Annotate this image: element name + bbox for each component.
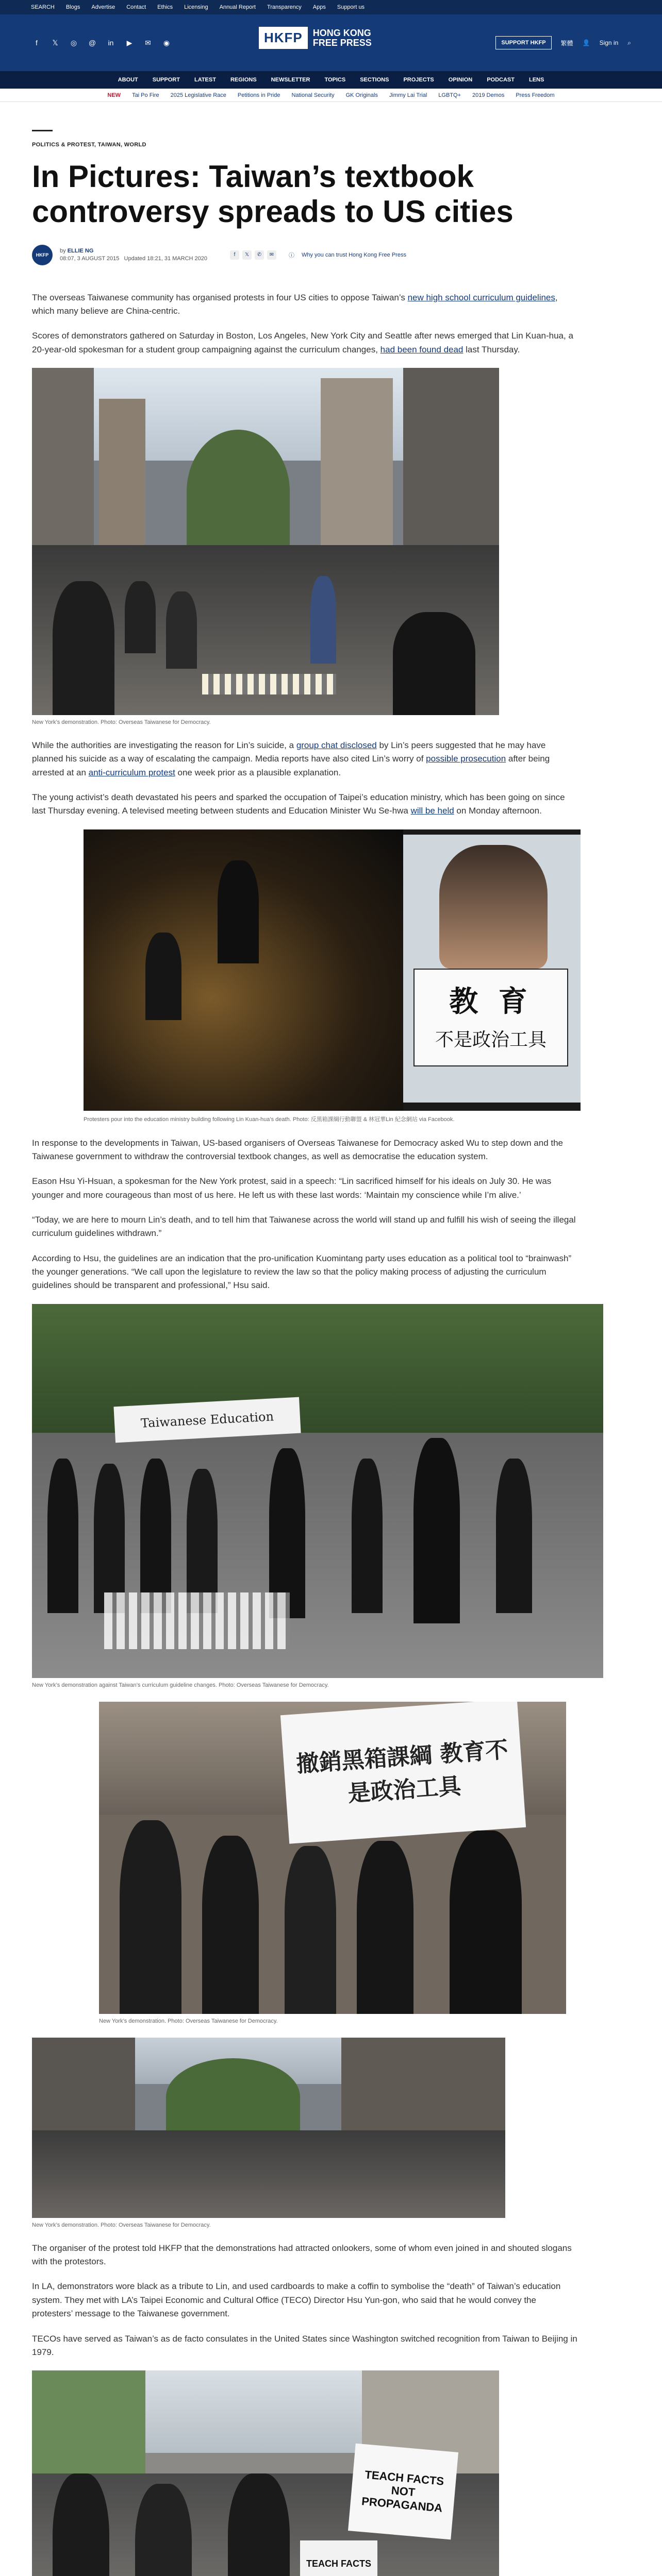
logo-mark: HKFP [259,27,308,49]
twitter-icon[interactable]: 𝕏 [52,38,58,47]
paragraph: In LA, demonstrators wore black as a tribute to Lin, and used cardboards to make a coffin to symbolise the “death” of Taiwan’s education system. They met with LA’s Taipei Economic and Cultural Office (TECO) Director Hsu Yun-gon, who said that he would convey the protesters’ message to the Taiwanese government. [32,2281,561,2319]
la-sign-1-text: TEACH FACTS NOT PROPAGANDA [361,2468,445,2515]
utility-bar [0,0,662,14]
main-nav [0,71,662,89]
nav-sections[interactable]: SECTIONS [360,77,389,83]
trending-item[interactable]: 2019 Demos [472,92,505,98]
util-link-ethics[interactable]: Ethics [157,4,173,10]
share-facebook-icon[interactable]: f [230,250,239,260]
photo-ny-demonstration[interactable] [32,368,499,715]
util-link-licensing[interactable]: Licensing [184,4,208,10]
youtube-icon[interactable]: ▶ [126,38,133,47]
language-toggle[interactable]: 繁體 [560,39,573,47]
nav-topics[interactable]: TOPICS [324,77,346,83]
logo-line-1: HONG KONG [312,27,371,38]
nav-newsletter[interactable]: NEWSLETTER [271,77,310,83]
trending-item[interactable]: LGBTQ+ [438,92,461,98]
paragraph: According to Hsu, the guidelines are an indication that the pro-unification Kuomintang party uses education as a political tool to “brainwash” the younger generations. “We call upon the legislature to review the law so that the policy making process of adjusting the curriculum guidelines should be transparent and professional,” Hsu said. [32,1253,572,1291]
paragraph: Scores of demonstrators gathered on Saturday in Boston, Los Angeles, New York City and Seattle after news emerged that Lin Kuan-hua, a 20-year-old spokesman for a student group campaigning against the curriculum changes, had been found dead last Thursday. [32,331,573,354]
banner-chinese [280,1702,526,1844]
paragraph: The overseas Taiwanese community has organised protests in four US cities to oppose Taiwan’s new high school curriculum guidelines, which many believe are China-centric. [32,292,558,316]
site-logo[interactable] [259,27,372,49]
ministry-sign-line-2: 不是政治工具 [435,1029,547,1050]
paragraph: Eason Hsu Yi-Hsuan, a spokesman for the New York protest, said in a speech: “Lin sacrificed himself for his ideals on July 30. He was younger and more courageous than most of us here. He left us with these last words: ‘Maintain my conscience while I’m alive.’ [32,1176,552,1200]
photo-ny-demonstration-2[interactable] [99,1702,566,2014]
trust-icon: ⓘ [288,252,294,259]
figure-2 [84,829,609,1123]
possible-prosecution-link[interactable]: possible prosecution [426,754,506,764]
util-link-blogs[interactable]: Blogs [65,4,80,10]
banner-chinese-text: 撤銷黑箱課綱 教育不是政治工具 [295,1736,509,1807]
author-name[interactable]: ELLIE NG [67,248,94,255]
anti-curriculum-protest-link[interactable]: anti-curriculum protest [88,767,175,777]
figure-1 [32,368,609,725]
article-title: In Pictures: Taiwan’s textbook controversy spreads to US cities [32,159,514,229]
publish-date: 08:07, 3 AUGUST 2015 [60,256,120,262]
share-email-icon[interactable]: ✉ [267,250,276,260]
email-icon[interactable]: ✉ [145,38,151,47]
search-icon[interactable]: ⌕ [627,39,631,46]
nav-support[interactable]: SUPPORT [152,77,180,83]
nav-regions[interactable]: REGIONS [230,77,257,83]
group-chat-link[interactable]: group chat disclosed [296,740,377,750]
trust-link[interactable]: Why you can trust Hong Kong Free Press [301,251,406,258]
caption-3: New York’s demonstration against Taiwan’s curriculum guideline changes. Photo: Overseas Taiwanese for Democracy. [32,1682,329,1688]
photo-ny-guideline-protest[interactable] [32,1304,603,1678]
banner-education-text: Taiwanese Education [140,1409,274,1431]
updated-date: Updated 18:21, 31 MARCH 2020 [124,256,207,262]
search-link[interactable]: SEARCH [31,4,55,10]
paragraph: The young activist’s death devastated his peers and sparked the occupation of Taipei’s education ministry, which has been going on since last Thursday evening. A televised meeting between students and Education Minister Wu Se-hwa will be held on Monday afternoon. [32,792,565,816]
ministry-sign [413,969,568,1066]
brand-header [0,14,662,71]
nav-opinion[interactable]: OPINION [448,77,473,83]
caption-5: New York’s demonstration. Photo: Overseas Taiwanese for Democracy. [32,2222,211,2228]
trending-item[interactable]: Petitions in Pride [237,92,280,98]
util-link-transparency[interactable]: Transparency [267,4,302,10]
facebook-icon[interactable]: f [36,39,38,47]
util-link-advertise[interactable]: Advertise [91,4,115,10]
trending-item[interactable]: 2025 Legislative Race [170,92,226,98]
ministry-sign-line-1: 教 育 [449,985,533,1019]
caption-4: New York’s demonstration. Photo: Overseas Taiwanese for Democracy. [99,2018,278,2024]
logo-line-2: FREE PRESS [312,37,372,48]
util-link-apps[interactable]: Apps [312,4,326,10]
la-sign-2-text: TEACH FACTS [306,2558,371,2569]
share-twitter-icon[interactable]: 𝕏 [242,250,252,260]
nav-lens[interactable]: LENS [528,77,544,83]
util-link-support[interactable]: Support us [337,4,365,10]
support-hkfp-button[interactable]: SUPPORT HKFP [495,36,551,49]
author-prefix: by [60,248,66,255]
curriculum-link[interactable]: new high school curriculum guidelines [407,292,555,302]
util-link-contact[interactable]: Contact [126,4,146,10]
instagram-icon[interactable]: ◎ [70,38,77,47]
nav-latest[interactable]: LATEST [194,77,216,83]
threads-icon[interactable]: @ [88,39,96,47]
sign-in-link[interactable]: Sign in [599,39,619,46]
la-sign-2 [300,2540,377,2576]
trending-item[interactable]: Jimmy Lai Trial [389,92,427,98]
article [32,130,609,2576]
author-avatar[interactable]: HKFP [32,245,53,265]
photo-la-teco[interactable] [32,2370,499,2576]
util-link-annual-report[interactable]: Annual Report [219,4,256,10]
article-categories[interactable]: POLITICS & PROTEST, TAIWAN, WORLD [32,142,146,148]
paragraph: The organiser of the protest told HKFP that the demonstrations had attracted onlookers, some of whom even joined in and shouted slogans with the protestors. [32,2243,572,2267]
photo-ny-crowd[interactable] [32,2038,505,2218]
social-links [31,37,172,48]
paragraph: “Today, we are here to mourn Lin’s death, and to tell him that Taiwanese across the world will stand up and fulfill his wish of seeing the illegal curriculum guidelines withdrawn.” [32,1215,576,1239]
share-whatsapp-icon[interactable]: ✆ [255,250,264,260]
figure-4 [99,1702,609,2024]
figure-3 [32,1304,609,1688]
kicker-rule [32,130,53,131]
linkedin-icon[interactable]: in [108,39,114,47]
byline [32,245,609,265]
will-be-held-link[interactable]: will be held [410,806,454,816]
trending-item[interactable]: Tai Po Fire [132,92,159,98]
la-sign-1 [348,2444,458,2540]
trending-bar [0,89,662,102]
caption-1: New York’s demonstration. Photo: Overseas Taiwanese for Democracy. [32,719,211,725]
nav-about[interactable]: ABOUT [118,77,138,83]
trending-item[interactable]: National Security [291,92,335,98]
trending-item[interactable]: Press Freedom [516,92,555,98]
figure-6 [32,2370,609,2576]
trending-label: NEW [107,92,121,98]
nav-projects[interactable]: PROJECTS [403,77,434,83]
paragraph: While the authorities are investigating the reason for Lin’s suicide, a group chat disclosed by Lin’s peers suggested that he may have planned his suicide as a way of escalating the campaign. Media reports have also cited Lin’s worry of possible prosecution after being arrested at an anti-curriculum protest one week prior as a plausible explanation. [32,740,550,777]
rss-icon[interactable]: ◉ [163,38,170,47]
nav-podcast[interactable]: PODCAST [487,77,515,83]
paragraph: In response to the developments in Taiwan, US-based organisers of Overseas Taiwanese for Democracy asked Wu to step down and the Taiwanese government to withdraw the controversial textbook changes, as well as democratise the education system. [32,1138,564,1162]
found-dead-link[interactable]: had been found dead [380,344,464,354]
trending-item[interactable]: GK Originals [345,92,378,98]
paragraph: TECOs have served as Taiwan’s as de facto consulates in the United States since Washington switched recognition from Taiwan to Beijing in 1979. [32,2333,577,2357]
user-icon[interactable]: 👤 [582,39,590,46]
figure-5 [32,2038,609,2228]
caption-2: Protesters pour into the education ministry building following Lin Kuan-hua’s death. Photo: 反黑箱課綱行動聯盟 & 林冠華Lin 紀念網站 via Facebook. [84,1116,455,1123]
photo-education-ministry[interactable] [84,829,581,1111]
